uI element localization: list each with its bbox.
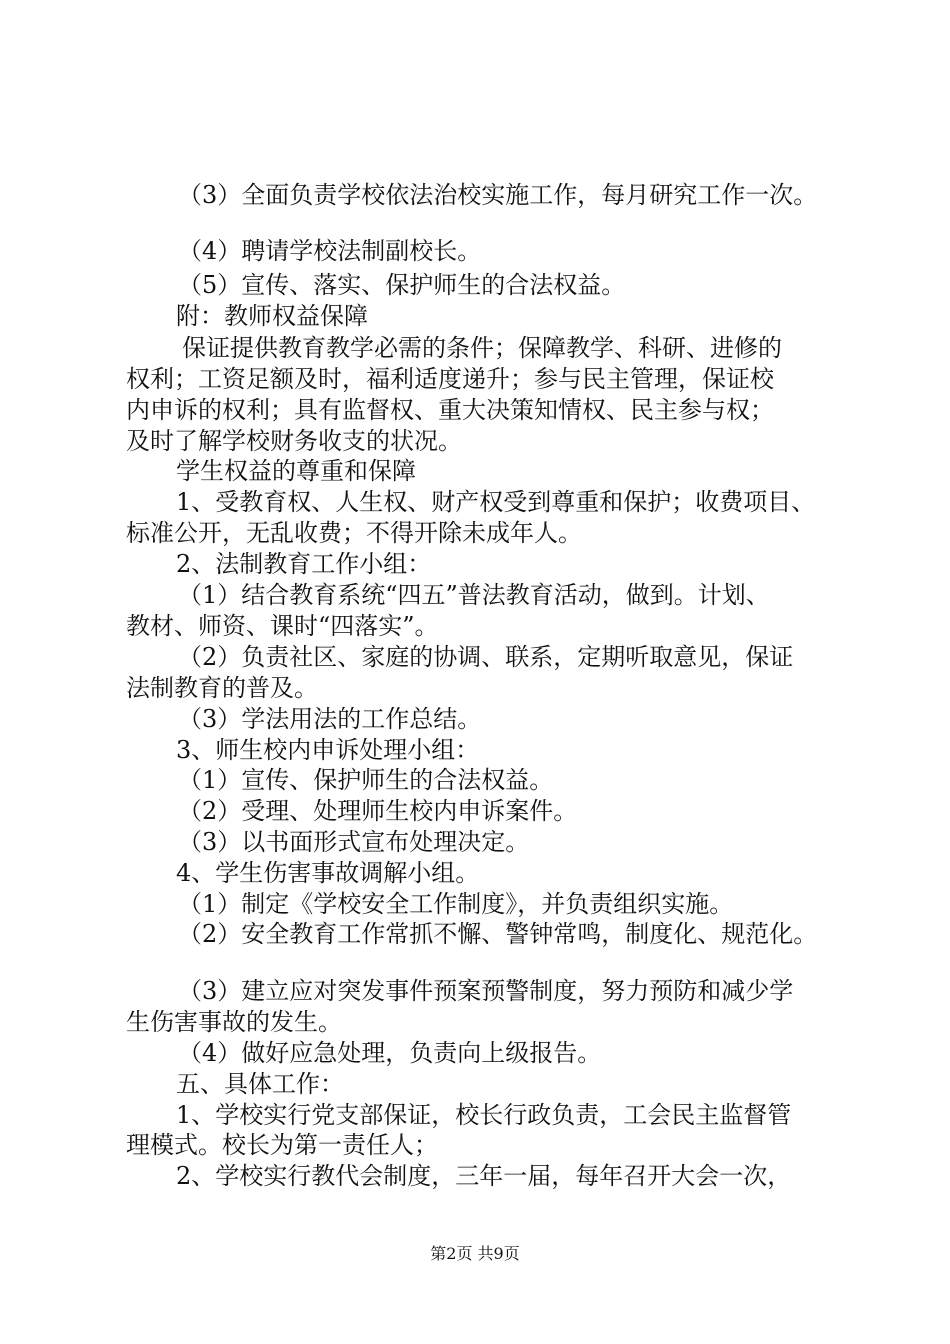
paragraph-line: 2、学校实行教代会制度，三年一届，每年召开大会一次，: [176, 1162, 792, 1190]
paragraph-line: 标准公开，无乱收费；不得开除未成年人。: [126, 519, 582, 547]
paragraph-line: （3）全面负责学校依法治校实施工作，每月研究工作一次。: [178, 181, 818, 209]
section-heading: 附：教师权益保障: [176, 302, 368, 330]
section-heading: 学生权益的尊重和保障: [176, 457, 416, 485]
paragraph-line: 及时了解学校财务收支的状况。: [126, 427, 462, 455]
paragraph-line: 教材、师资、课时“四落实”。: [126, 612, 439, 640]
paragraph-line: （3）以书面形式宣布处理决定。: [178, 828, 530, 856]
paragraph-line: （1）制定《学校安全工作制度》，并负责组织实施。: [178, 890, 734, 918]
paragraph-line: 1、受教育权、人生权、财产权受到尊重和保护；收费项目、: [176, 488, 816, 516]
section-heading: 4、学生伤害事故调解小组。: [176, 859, 480, 887]
paragraph-line: （1）结合教育系统“四五”普法教育活动，做到。计划、: [178, 581, 770, 609]
section-heading: 五、具体工作：: [176, 1070, 344, 1098]
section-heading: 3、师生校内申诉处理小组：: [176, 736, 480, 764]
paragraph-line: 生伤害事故的发生。: [126, 1008, 342, 1036]
paragraph-line: （2）受理、处理师生校内申诉案件。: [178, 797, 578, 825]
paragraph-line: 法制教育的普及。: [126, 674, 318, 702]
page-number-footer: 第2页 共9页: [430, 1244, 520, 1263]
paragraph-line: （3）建立应对突发事件预案预警制度，努力预防和减少学: [178, 977, 794, 1005]
paragraph-line: （3）学法用法的工作总结。: [178, 705, 482, 733]
paragraph-line: （5）宣传、落实、保护师生的合法权益。: [178, 271, 626, 299]
paragraph-line: 保证提供教育教学必需的条件；保障教学、科研、进修的: [182, 334, 782, 362]
paragraph-line: 权利；工资足额及时，福利适度递升；参与民主管理，保证校: [126, 365, 774, 393]
paragraph-line: （4）做好应急处理，负责向上级报告。: [178, 1039, 602, 1067]
paragraph-line: （2）安全教育工作常抓不懈、警钟常鸣，制度化、规范化。: [178, 920, 818, 948]
paragraph-line: 内申诉的权利；具有监督权、重大决策知情权、民主参与权；: [126, 396, 774, 424]
section-heading: 2、法制教育工作小组：: [176, 550, 432, 578]
paragraph-line: 1、学校实行党支部保证，校长行政负责，工会民主监督管: [176, 1101, 792, 1129]
paragraph-line: （2）负责社区、家庭的协调、联系，定期听取意见，保证: [178, 643, 794, 671]
paragraph-line: （1）宣传、保护师生的合法权益。: [178, 766, 554, 794]
paragraph-line: （4）聘请学校法制副校长。: [178, 237, 482, 265]
paragraph-line: 理模式。校长为第一责任人；: [126, 1131, 438, 1159]
